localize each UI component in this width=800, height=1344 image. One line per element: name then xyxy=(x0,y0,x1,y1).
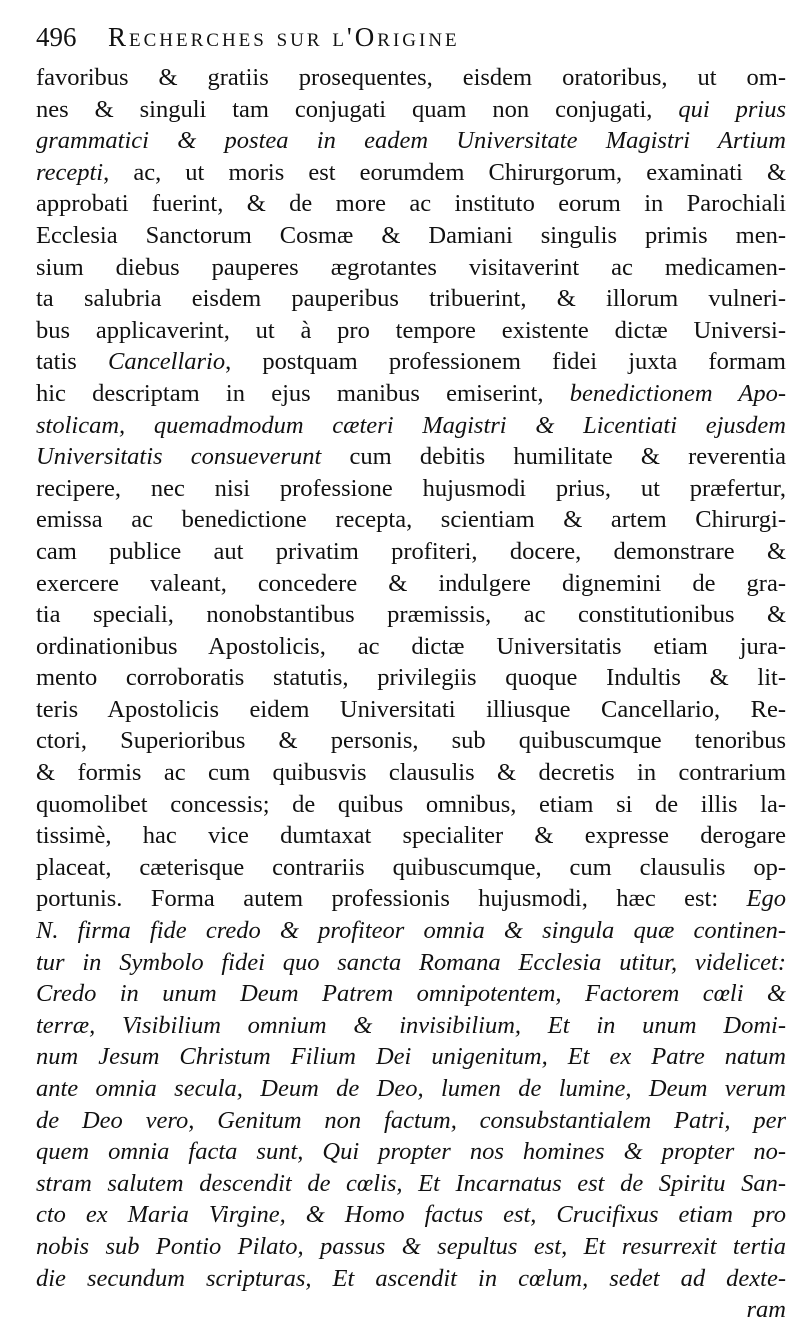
roman-text: exercere valeant, concedere & indulgere dignemini de gra- xyxy=(36,569,786,597)
text-line xyxy=(36,978,786,1010)
roman-text: & formis ac cum quibusvis clausulis & decretis in contrarium xyxy=(36,759,786,787)
text-line xyxy=(36,599,786,631)
roman-text: Ecclesia Sanctorum Cosmæ & Damiani singulis primis men- xyxy=(36,221,786,249)
italic-text: num Jesum Christum Filium Dei unigenitum, Et ex Patre natum xyxy=(36,1043,786,1071)
italic-text: Ego xyxy=(746,885,786,913)
roman-text: , ac, ut moris est eorumdem Chirurgorum, examinati & xyxy=(103,158,786,186)
italic-text: stolicam, quemadmodum cæteri Magistri & Licentiati ejusdem xyxy=(36,411,786,439)
roman-text: tatis xyxy=(36,348,109,376)
roman-text: ta salubria eisdem pauperibus tribuerint, & illorum vulneri- xyxy=(36,285,786,313)
text-line xyxy=(36,315,786,347)
text-line xyxy=(36,725,786,757)
italic-text: quem omnia facta sunt, Qui propter nos homines & propter no- xyxy=(36,1138,786,1166)
text-line xyxy=(36,1073,786,1105)
text-line xyxy=(36,883,786,915)
text-line xyxy=(36,378,786,410)
text-line xyxy=(36,504,786,536)
text-line xyxy=(36,1041,786,1073)
text-line xyxy=(36,1010,786,1042)
roman-text: mento corroboratis statutis, privilegiis quoque Indultis & lit- xyxy=(36,664,786,692)
roman-text: tissimè, hac vice dumtaxat specialiter & expresse derogare xyxy=(36,822,786,850)
text-line xyxy=(36,694,786,726)
italic-text: die secundum scripturas, Et ascendit in cœlum, sedet ad dexte- xyxy=(36,1264,786,1292)
italic-text: N. firma fide credo & profiteor omnia & singula quæ continen- xyxy=(36,917,786,945)
text-line xyxy=(36,1263,786,1295)
text-line xyxy=(36,1136,786,1168)
roman-text: bus applicaverint, ut à pro tempore existente dictæ Universi- xyxy=(36,316,786,344)
roman-text: placeat, cæterisque contrariis quibuscumque, cum clausulis op- xyxy=(36,853,786,881)
roman-text: ordinationibus Apostolicis, ac dictæ Universitatis etiam jura- xyxy=(36,632,786,660)
text-line xyxy=(36,1199,786,1231)
italic-text: ram xyxy=(746,1296,786,1324)
roman-text: tia speciali, nonobstantibus præmissis, ac constitutionibus & xyxy=(36,601,786,629)
body-text xyxy=(36,62,786,1326)
roman-text: cum debitis humilitate & reverentia xyxy=(321,443,786,471)
italic-text: nobis sub Pontio Pilato, passus & sepultus est, Et resurrexit tertia xyxy=(36,1232,786,1260)
italic-text: Universitatis consueverunt xyxy=(36,443,322,471)
text-line xyxy=(36,62,786,94)
italic-text: tur in Symbolo fidei quo sancta Romana Ecclesia utitur, videlicet: xyxy=(36,948,786,976)
italic-text: Cancellario xyxy=(108,348,226,376)
italic-text: terræ, Visibilium omnium & invisibilium, Et in unum Domi- xyxy=(36,1011,786,1039)
italic-text: qui prius xyxy=(678,95,786,123)
text-line xyxy=(36,662,786,694)
roman-text: hic descriptam in ejus manibus emiserint, xyxy=(36,379,570,407)
roman-text: cam publice aut privatim profiteri, docere, demonstrare & xyxy=(36,537,786,565)
text-line xyxy=(36,1105,786,1137)
text-line xyxy=(36,789,786,821)
text-line xyxy=(36,947,786,979)
italic-text: ante omnia secula, Deum de Deo, lumen de lumine, Deum verum xyxy=(36,1075,786,1102)
text-line xyxy=(36,441,786,473)
roman-text: sium diebus pauperes ægrotantes visitaverint ac medicamen- xyxy=(36,253,786,281)
italic-text: recepti xyxy=(36,158,104,186)
roman-text: favoribus & gratiis prosequentes, eisdem oratoribus, ut om- xyxy=(36,64,786,91)
running-head xyxy=(36,22,786,62)
italic-text: benedictionem Apo- xyxy=(569,379,786,407)
roman-text: emissa ac benedictione recepta, scientiam & artem Chirurgi- xyxy=(36,506,786,534)
italic-text: grammatici & postea in eadem Universitate Magistri Artium xyxy=(36,127,786,155)
text-line xyxy=(36,915,786,947)
roman-text: teris Apostolicis eidem Universitati illiusque Cancellario, Re- xyxy=(36,695,786,723)
text-line xyxy=(36,1168,786,1200)
roman-text: recipere, nec nisi professione hujusmodi prius, ut præfertur, xyxy=(36,474,786,502)
text-line xyxy=(36,757,786,789)
text-line xyxy=(36,252,786,284)
text-line xyxy=(36,220,786,252)
text-line xyxy=(36,820,786,852)
text-line xyxy=(36,410,786,442)
roman-text: quomolibet concessis; de quibus omnibus, etiam si de illis la- xyxy=(36,790,786,818)
text-line xyxy=(36,631,786,663)
italic-text: stram salutem descendit de cœlis, Et Incarnatus est de Spiritu San- xyxy=(36,1169,786,1197)
roman-text: portunis. Forma autem professionis hujusmodi, hæc est: xyxy=(36,885,747,913)
roman-text: nes & singuli tam conjugati quam non conjugati, xyxy=(36,95,679,123)
text-line xyxy=(36,346,786,378)
text-line xyxy=(36,283,786,315)
text-line xyxy=(36,536,786,568)
running-title: Recherches sur l'Origine xyxy=(108,22,460,52)
text-line xyxy=(36,1231,786,1263)
text-line xyxy=(36,568,786,600)
roman-text: , postquam professionem fidei juxta formam xyxy=(225,348,786,376)
text-line xyxy=(36,188,786,220)
text-line xyxy=(36,94,786,126)
text-line xyxy=(36,473,786,505)
italic-text: Credo in unum Deum Patrem omnipotentem, Factorem cœli & xyxy=(36,980,786,1008)
italic-text: cto ex Maria Virgine, & Homo factus est, Crucifixus etiam pro xyxy=(36,1201,786,1229)
page-number: 496 xyxy=(36,22,77,52)
text-line xyxy=(36,157,786,189)
text-line xyxy=(36,852,786,884)
text-line xyxy=(36,1294,786,1326)
italic-text: de Deo vero, Genitum non factum, consubstantialem Patri, per xyxy=(36,1106,786,1134)
text-line xyxy=(36,125,786,157)
roman-text: approbati fuerint, & de more ac instituto eorum in Parochiali xyxy=(36,190,786,218)
roman-text: ctori, Superioribus & personis, sub quibuscumque tenoribus xyxy=(36,727,786,755)
